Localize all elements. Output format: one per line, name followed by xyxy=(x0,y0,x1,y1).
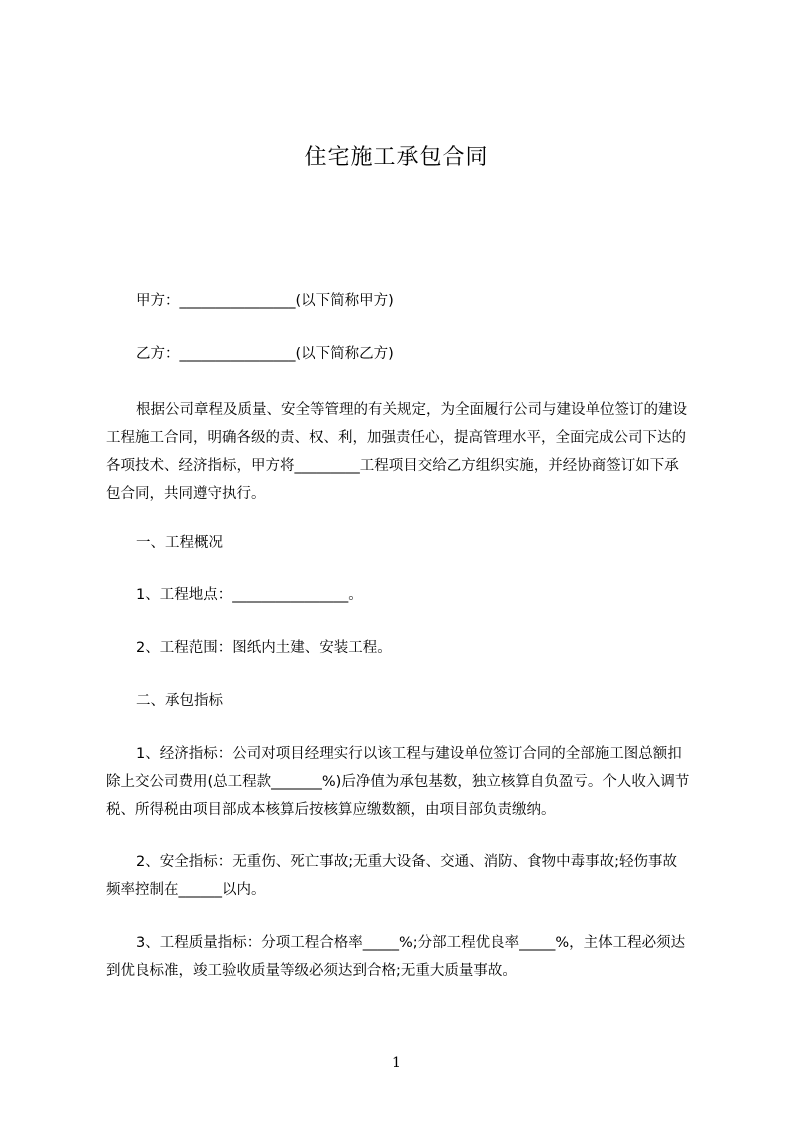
clause-project-scope: 2、工程范围：图纸内土建、安装工程。 xyxy=(136,640,392,656)
clause-quality-targets: 3、工程质量指标：分项工程合格率_____%;分部工程优良率_____%，主体工程必须达到优良标准，竣工验收质量等级必须达到合格;无重大质量事故。 xyxy=(106,935,686,979)
party-b-line: 乙方：________________(以下简称乙方) xyxy=(136,346,394,362)
page-number: 1 xyxy=(392,1055,401,1071)
clause-safety-targets: 2、安全指标：无重伤、死亡事故;无重大设备、交通、消防、食物中毒事故;轻伤事故频率控制在______以内。 xyxy=(106,854,677,898)
party-a-line: 甲方：________________(以下简称甲方) xyxy=(136,293,394,309)
document-title: 住宅施工承包合同 xyxy=(304,145,489,170)
section-heading-project-overview: 一、工程概况 xyxy=(136,535,223,551)
clause-project-location: 1、工程地点：________________。 xyxy=(136,587,363,603)
section-heading-contract-targets: 二、承包指标 xyxy=(136,693,223,709)
preamble-paragraph: 根据公司章程及质量、安全等管理的有关规定，为全面履行公司与建设单位签订的建设工程施工合同，明确各级的责、权、利，加强责任心，提高管理水平，全面完成公司下达的各项技术、经济指标，甲方将_________工程项目交给乙方组织实施，并经协商签订如下承包合同，共同遵守执行。 xyxy=(106,402,687,502)
clause-economic-targets: 1、经济指标：公司对项目经理实行以该工程与建设单位签订合同的全部施工图总额扣除上交公司费用(总工程款_______%)后净值为承包基数，独立核算自负盈亏。个人收入调节税、所得税由项目部成本核算后按核算应缴数额，由项目部负责缴纳。 xyxy=(106,746,690,818)
